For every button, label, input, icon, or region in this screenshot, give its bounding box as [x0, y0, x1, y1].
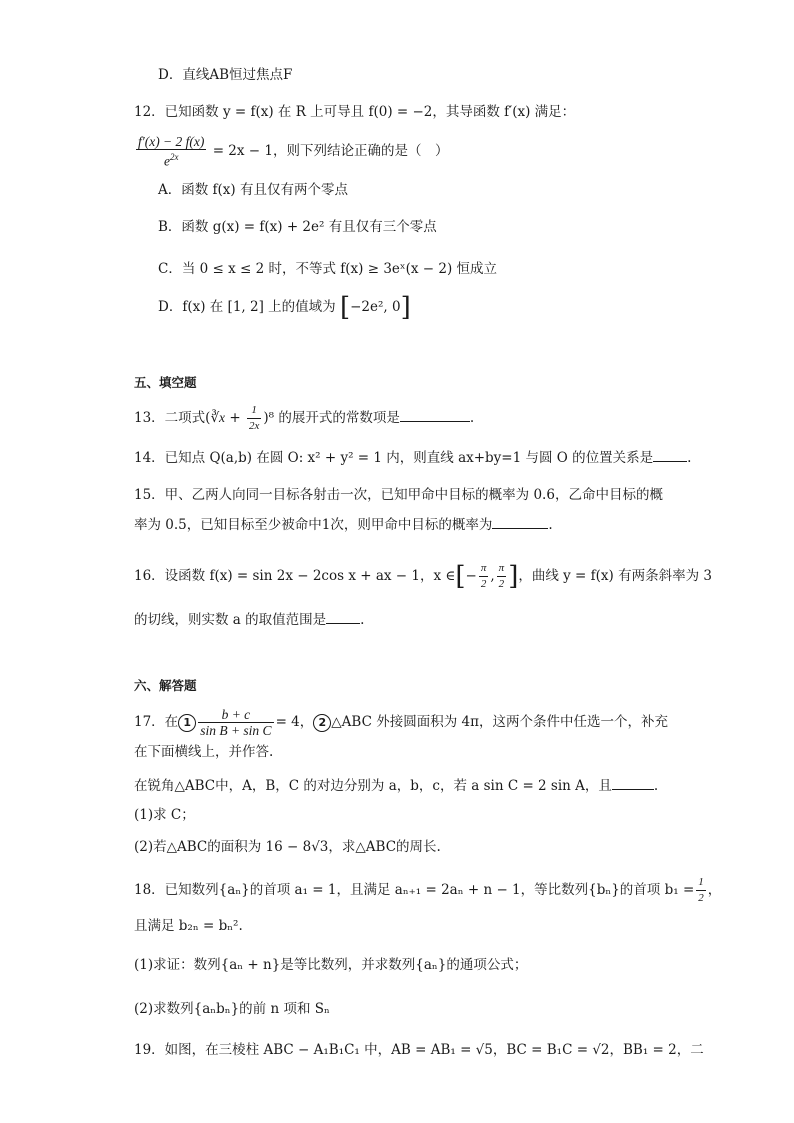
q17-line2: 在下面横线上，并作答.: [134, 744, 274, 760]
q12-option-d: D．f(x) 在 [1, 2] 上的值域为 [−2e², 0]: [158, 292, 411, 323]
left-bracket: [: [339, 292, 351, 323]
circled-two-icon: 2: [313, 714, 331, 732]
q15-line2: 率为 0.5，已知目标至少被命中1次，则甲命中目标的概率为 .: [134, 514, 553, 534]
circled-one-icon: 1: [178, 714, 196, 732]
q15-answer-blank[interactable]: [492, 514, 548, 529]
q17-answer-blank[interactable]: [612, 775, 654, 790]
q13-fraction: $\frac{1}{2x}$: [248, 404, 260, 432]
q12-option-a: A．函数 f(x) 有且仅有两个零点: [158, 182, 348, 198]
q17-line1: 17．在 1 $\frac{b + c}{\text{sin B + sin C}}$ = 4， 2 △ABC 外接圆面积为 4π，这两个条件中任选一个，补充: [134, 707, 668, 738]
q17-fraction: $\frac{b + c}{\text{sin B + sin C}}$: [200, 707, 272, 738]
q16-frac-1: $\frac{\pi}{2}$: [480, 562, 487, 590]
section-title-answer: 六、解答题: [134, 678, 197, 693]
q16-line2: 的切线，则实数 a 的取值范围是 .: [134, 609, 364, 629]
q12-option-b: B．函数 g(x) = f(x) + 2e² 有且仅有三个零点: [158, 219, 437, 235]
section-title-fill-in: 五、填空题: [134, 375, 197, 390]
q16-frac-2: $\frac{\pi}{2}$: [498, 562, 505, 590]
q16-answer-blank[interactable]: [326, 609, 360, 624]
q18-line1: 18．已知数列{aₙ}的首项 a₁ = 1，且满足 aₙ₊₁ = 2aₙ + n − 1，等比数列{bₙ}的首项 b₁ = $\frac{1}{2}$ ，: [134, 876, 722, 904]
q12-stem: 12．已知函数 y = f(x) 在 R 上可导且 f(0) = −2，其导函数 f′(x) 满足：: [134, 104, 576, 120]
q17-line3: 在锐角△ABC中，A，B，C 的对边分别为 a，b，c，若 a sin C = 2 sin A，且 .: [134, 775, 658, 795]
q17-part2: (2)若△ABC的面积为 16 − 8√3，求△ABC的周长.: [134, 839, 441, 855]
q12-frac-num: f′(x) − 2 f(x): [138, 134, 205, 149]
q12-condition: [134, 134, 449, 169]
q18-line2: 且满足 b₂ₙ = bₙ².: [134, 918, 243, 934]
q18-part1: (1)求证：数列{aₙ + n}是等比数列，并求数列{aₙ}的通项公式；: [134, 957, 528, 973]
interval-right-bracket: ]: [508, 561, 519, 592]
q12-fraction: [136, 134, 206, 169]
interval-left-bracket: [: [455, 561, 466, 592]
q11-option-d: D．直线AB恒过焦点F: [158, 67, 293, 83]
q12-frac-den: $e^{2x}$: [163, 152, 179, 169]
q18-part2: (2)求数列{aₙbₙ}的前 n 项和 Sₙ: [134, 1001, 330, 1017]
q17-part1: (1)求 C；: [134, 807, 195, 823]
q14: 14．已知点 Q(a,b) 在圆 O: x² + y² = 1 内，则直线 ax+by=1 与圆 O 的位置关系是 .: [134, 447, 691, 467]
q13: 13．二项式(∛x + $\frac{1}{2x}$ )⁸ 的展开式的常数项是 .: [134, 404, 475, 432]
q12-condition-tail: = 2x − 1，则下列结论正确的是（ ）: [212, 142, 449, 159]
q19-line1: 19．如图，在三棱柱 ABC − A₁B₁C₁ 中，AB = AB₁ = √5，BC = B₁C = √2，BB₁ = 2，二: [134, 1042, 704, 1058]
q18-fraction: $\frac{1}{2}$: [698, 876, 704, 904]
q14-answer-blank[interactable]: [653, 447, 687, 462]
q16-line1: 16．设函数 f(x) = sin 2x − 2cos x + ax − 1，x ∈[− $\frac{\pi}{2}$ , $\frac{\pi}{2}$ ]，曲线 y = f(x) 有两条斜率为 3: [134, 561, 712, 592]
q13-answer-blank[interactable]: [400, 407, 470, 422]
right-bracket: ]: [400, 292, 411, 323]
q15-line1: 15．甲、乙两人向同一目标各射击一次，已知甲命中目标的概率为 0.6，乙命中目标的概: [134, 487, 663, 503]
q12-option-c: C．当 0 ≤ x ≤ 2 时，不等式 f(x) ≥ 3eˣ(x − 2) 恒成立: [158, 261, 498, 277]
